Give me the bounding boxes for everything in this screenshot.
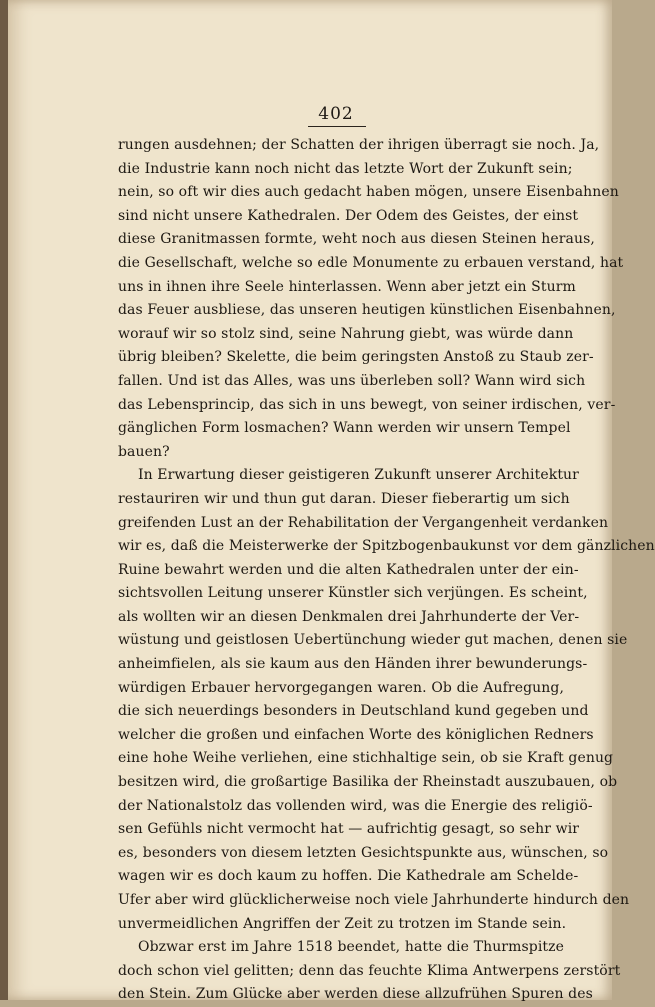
text-line: wagen wir es doch kaum zu hoffen. Die Kathedrale am Schelde- — [118, 868, 579, 885]
text-line: doch schon viel gelitten; denn das feuchte Klima Antwerpens zerstört — [118, 962, 621, 979]
text-line: bauen? — [118, 443, 170, 460]
text-line: übrig bleiben? Skelette, die beim geringsten Anstoß zu Staub zer- — [118, 349, 594, 366]
text-line: In Erwartung dieser geistigeren Zukunft unserer Architektur — [138, 467, 579, 484]
text-line: die sich neuerdings besonders in Deutschland kund gegeben und — [118, 703, 589, 720]
text-line: nein, so oft wir dies auch gedacht haben mögen, unsere Eisenbahnen — [118, 184, 619, 201]
text-line: Obzwar erst im Jahre 1518 beendet, hatte die Thurmspitze — [138, 939, 564, 956]
text-line: wüstung und geistlosen Uebertünchung wieder gut machen, denen sie — [118, 632, 628, 649]
page-number: 402 — [318, 104, 354, 124]
text-line: rungen ausdehnen; der Schatten der ihrigen überragt sie noch. Ja, — [118, 137, 600, 153]
text-line: es, besonders von diesem letzten Gesichtspunkte aus, wünschen, so — [118, 844, 609, 861]
text-line: die Industrie kann noch nicht das letzte Wort der Zukunft sein; — [118, 160, 573, 177]
text-line: fallen. Und ist das Alles, was uns überleben soll? Wann wird sich — [118, 372, 586, 389]
text-line: Ruine bewahrt werden und die alten Kathedralen unter der ein- — [118, 561, 579, 578]
text-line: sichtsvollen Leitung unserer Künstler sich verjüngen. Es scheint, — [118, 585, 588, 602]
book-page — [8, 0, 655, 1003]
text-line: uns in ihnen ihre Seele hinterlassen. Wenn aber jetzt ein Sturm — [118, 278, 576, 295]
text-line: welcher die großen und einfachen Worte des königlichen Redners — [118, 726, 594, 743]
text-line: besitzen wird, die großartige Basilika der Rheinstadt auszubauen, ob — [118, 774, 618, 791]
text-line: diese Granitmassen formte, weht noch aus diesen Steinen heraus, — [118, 231, 595, 248]
text-line: die Gesellschaft, welche so edle Monumente zu erbauen verstand, hat — [118, 254, 624, 271]
text-line: das Lebensprincip, das sich in uns bewegt, von seiner irdischen, ver- — [118, 396, 616, 413]
text-line: worauf wir so stolz sind, seine Nahrung giebt, was würde dann — [118, 325, 574, 342]
text-line: als wollten wir an diesen Denkmalen drei Jahrhunderte der Ver- — [118, 608, 580, 625]
text-line: Ufer aber wird glücklicherweise noch viele Jahrhunderte hindurch den — [118, 892, 630, 908]
body-text — [118, 134, 655, 1007]
text-line: restauriren wir und thun gut daran. Dieser fieberartig um sich — [118, 490, 570, 507]
text-line: sind nicht unsere Kathedralen. Der Odem des Geistes, der einst — [118, 207, 579, 224]
text-line: anheimfielen, als sie kaum aus den Händen ihrer bewunderungs- — [118, 656, 588, 673]
text-line: wir es, daß die Meisterwerke der Spitzbogenbaukunst vor dem gänzlichen — [118, 538, 655, 555]
text-line: greifenden Lust an der Rehabilitation der Vergangenheit verdanken — [118, 514, 609, 531]
text-line: würdigen Erbauer hervorgegangen waren. Ob die Aufregung, — [118, 679, 564, 696]
page-number-rule — [308, 126, 366, 127]
text-line: eine hohe Weihe verliehen, eine stichhaltige sein, ob sie Kraft genug — [118, 750, 614, 767]
text-line: das Feuer ausbliese, das unseren heutigen künstlichen Eisenbahnen, — [118, 302, 616, 319]
text-line: unvermeidlichen Angriffen der Zeit zu trotzen im Stande sein. — [118, 915, 567, 932]
text-line: gänglichen Form losmachen? Wann werden wir unsern Tempel — [118, 420, 571, 437]
text-line: sen Gefühls nicht vermocht hat — aufrichtig gesagt, so sehr wir — [118, 821, 580, 838]
text-line: den Stein. Zum Glücke aber werden diese allzufrühen Spuren des — [118, 986, 593, 1003]
text-line: der Nationalstolz das vollenden wird, was die Energie des religiö- — [118, 797, 593, 814]
book-spine — [0, 0, 8, 1000]
